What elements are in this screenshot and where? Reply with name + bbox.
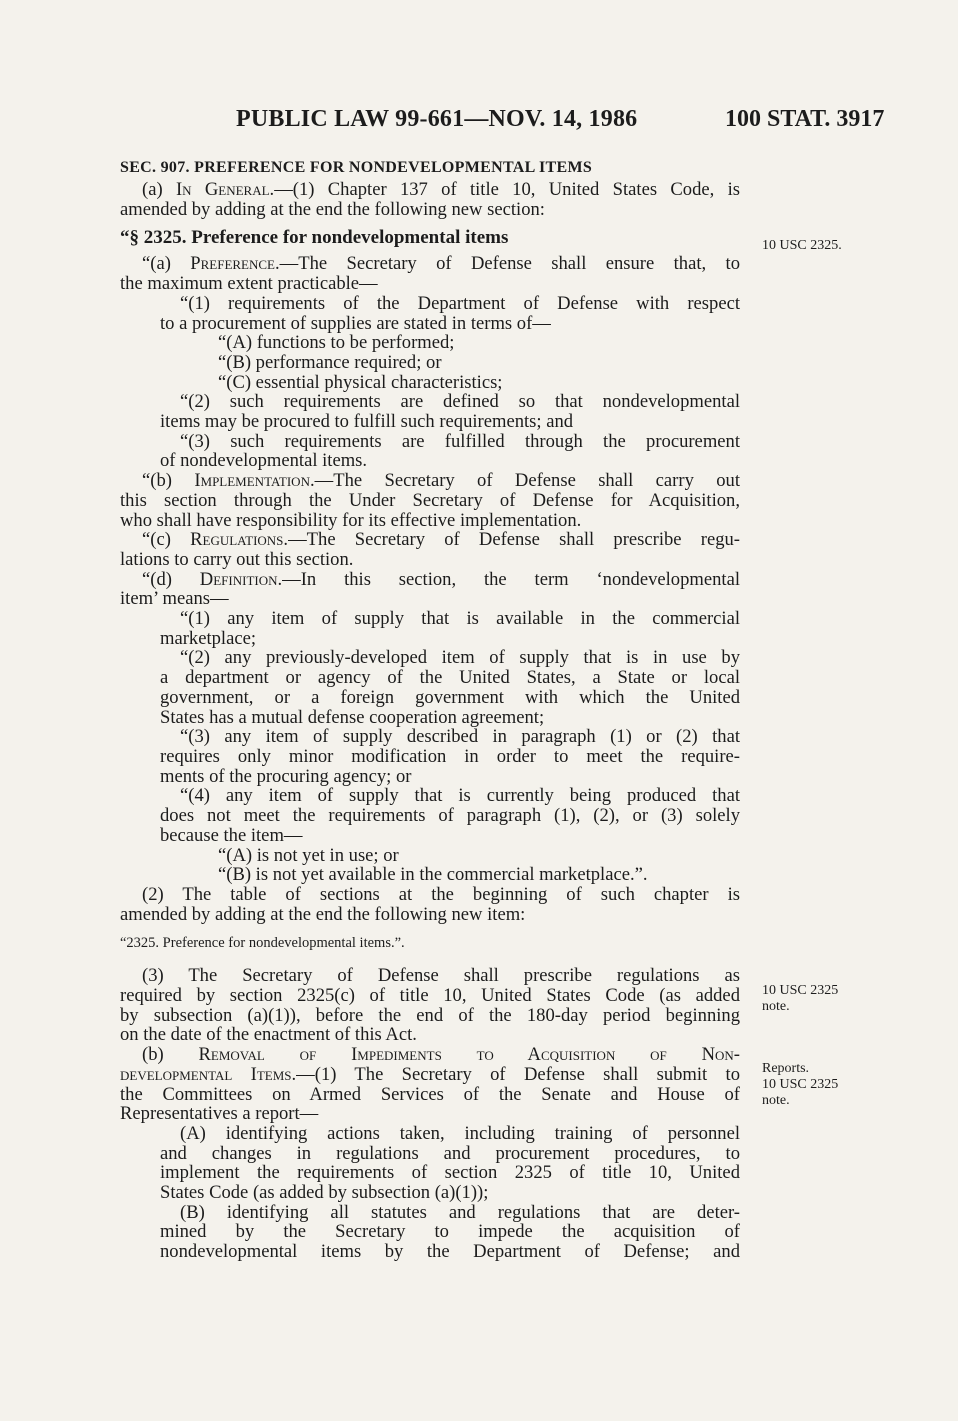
sub-d-p3-line2: requires only minor modification in order to meet the require- [160,745,740,767]
para-b-pB-line1: (B) identifying all statutes and regulations that are deter- [180,1201,740,1223]
margin-note-usc-2325: 10 USC 2325. [762,238,842,253]
sub-a-line2: the maximum extent practicable— [120,273,378,295]
para-b-pA-line3: implement the requirements of section 2325 of title 10, United [160,1162,740,1184]
sub-d-line1: “(d) Definition.—In this section, the term ‘nondevelopmental [142,568,740,590]
sub-a-p2-line2: items may be procured to fulfill such requirements; and [160,411,574,433]
para-b-line4: Representatives a report— [120,1103,319,1125]
para-b-pA-line1: (A) identifying actions taken, including training of personnel [180,1122,740,1144]
sub-a-line1: “(a) Preference.—The Secretary of Defense shall ensure that, to [142,253,740,275]
table-of-sections-item: “2325. Preference for nondevelopmental items.”. [120,935,405,952]
para-a2-line2: amended by adding at the end the following new item: [120,903,526,925]
margin-note-reports: Reports. 10 USC 2325 note. [762,1061,839,1108]
sub-a-pC: “(C) essential physical characteristics; [218,371,503,393]
sub-d-p2-line2: a department or agency of the United States, a State or local [160,667,740,689]
para-a-line1: (a) In General.—(1) Chapter 137 of title 10, United States Code, is [142,179,740,200]
para-b-line1: (b) Removal of Impediments to Acquisition of Non- [142,1044,740,1066]
sub-b-line2: this section through the Under Secretary of Defense for Acquisition, [120,489,740,511]
sub-a-p3-line1: “(3) such requirements are fulfilled through the procurement [180,430,740,452]
sub-d-p4-line3: because the item— [160,824,303,846]
section-heading: SEC. 907. PREFERENCE FOR NONDEVELOPMENTAL ITEMS [120,159,593,176]
sub-d-p2-line3: government, or a foreign government with which the United [160,686,740,708]
para-a3-line4: on the date of the enactment of this Act. [120,1024,417,1046]
sub-d-p1-line1: “(1) any item of supply that is available in the commercial [180,608,740,630]
para-b-pA-line2: and changes in regulations and procurement procedures, to [160,1142,740,1164]
sub-d-p4-line2: does not meet the requirements of paragraph (1), (2), or (3) solely [160,805,740,827]
sub-c-line1: “(c) Regulations.—The Secretary of Defense shall prescribe regu- [142,529,741,551]
sub-d-pA: “(A) is not yet in use; or [218,844,399,866]
sub-d-p2-line1: “(2) any previously-developed item of supply that is in use by [180,647,740,669]
sub-c-line2: lations to carry out this section. [120,548,354,570]
sub-b-line1: “(b) Implementation.—The Secretary of Defense shall carry out [142,470,740,492]
para-b-pB-line2: mined by the Secretary to impede the acquisition of [160,1221,740,1243]
sub-d-line2: item’ means— [120,588,229,610]
sub-a-p1-line2: to a procurement of supplies are stated in terms of— [160,312,551,334]
sub-d-p4-line1: “(4) any item of supply that is currently being produced that [180,785,740,807]
para-a3-line1: (3) The Secretary of Defense shall prescribe regulations as [142,965,740,987]
para-b-line3: the Committees on Armed Services of the Senate and House of [120,1083,740,1105]
sub-a-pA: “(A) functions to be performed; [218,332,455,354]
para-b-pA-line4: States Code (as added by subsection (a)(1)); [160,1182,489,1204]
sub-a-pB: “(B) performance required; or [218,351,442,373]
sub-d-p3-line3: ments of the procuring agency; or [160,765,412,787]
sub-b-line3: who shall have responsibility for its effective implementation. [120,509,582,531]
para-b-line2: developmental Items.—(1) The Secretary of Defense shall submit to [120,1063,740,1085]
sub-d-pB: “(B) is not yet available in the commercial marketplace.”. [218,864,648,886]
running-head [0,106,958,142]
para-b-pB-line3: nondevelopmental items by the Department of Defense; and [160,1241,740,1263]
new-section-heading: “§ 2325. Preference for nondevelopmental items [120,227,509,249]
header-title: PUBLIC LAW 99-661—NOV. 14, 1986 [236,106,638,132]
sub-a-p2-line1: “(2) such requirements are defined so that nondevelopmental [180,391,740,413]
header-stat-page: 100 STAT. 3917 [725,106,885,132]
body-text [120,158,740,1262]
sub-d-p2-line4: States has a mutual defense cooperation agreement; [160,706,545,728]
para-a3-line3: by subsection (a)(1)), before the end of the 180-day period beginning [120,1004,740,1026]
sub-d-p3-line1: “(3) any item of supply described in paragraph (1) or (2) that [180,726,740,748]
para-a2-line1: (2) The table of sections at the beginning of such chapter is [142,883,740,905]
sub-a-p3-line2: of nondevelopmental items. [160,450,368,472]
para-a3-line2: required by section 2325(c) of title 10, United States Code (as added [120,985,740,1007]
sub-d-p1-line2: marketplace; [160,627,257,649]
para-a-line2: amended by adding at the end the following new section: [120,198,545,220]
margin-note-usc-2325-note-a: 10 USC 2325 note. [762,983,839,1014]
sub-a-p1-line1: “(1) requirements of the Department of Defense with respect [180,292,740,314]
